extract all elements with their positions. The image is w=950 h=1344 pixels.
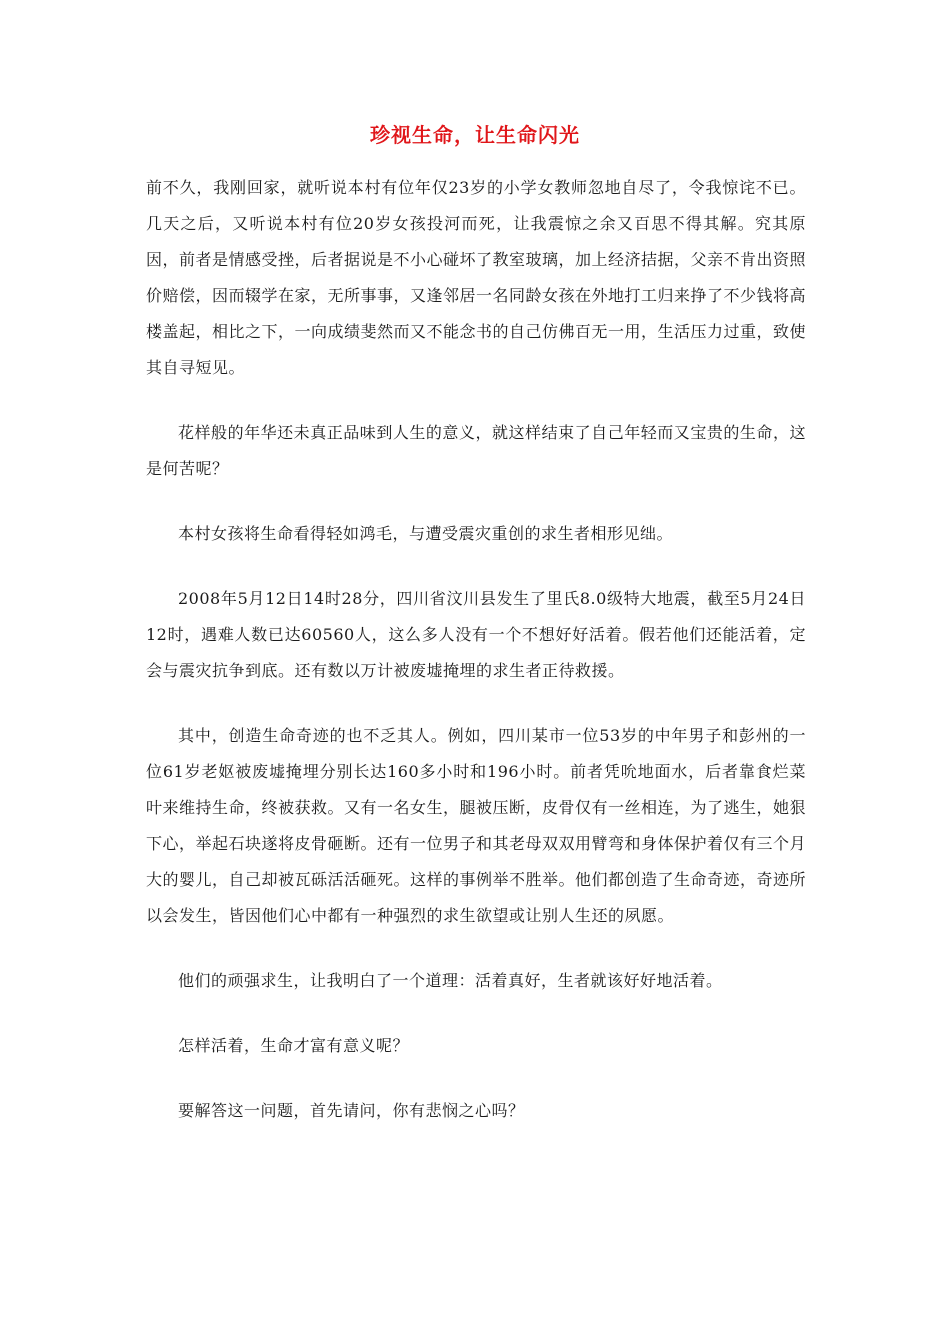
paragraph-6: 他们的顽强求生，让我明白了一个道理：活着真好，生者就该好好地活着。 [178, 971, 723, 990]
paragraph-4: 2008年5月12日14时28分，四川省汶川县发生了里氏8.0级特大地震，截至5月24日12时，遇难人数已达60560人，这么多人没有一个不想好好活着。假若他们还能活着，定会与震灾抗争到底。还有数以万计被废墟掩埋的求生者正待救援。 [146, 589, 806, 680]
paragraph-5: 其中，创造生命奇迹的也不乏其人。例如，四川某市一位53岁的中年男子和彭州的一位61岁老妪被废墟掩埋分别长达160多小时和196小时。前者凭吮地面水，后者靠食烂菜叶来维持生命，终被获救。又有一名女生，腿被压断，皮骨仅有一丝相连，为了逃生，她狠下心，举起石块遂将皮骨砸断。还有一位男子和其老母双双用臂弯和身体保护着仅有三个月大的婴儿，自己却被瓦砾活活砸死。这样的事例举不胜举。他们都创造了生命奇迹，奇迹所以会发生，皆因他们心中都有一种强烈的求生欲望或让别人生还的夙愿。 [146, 726, 807, 925]
document-title: 珍视生命，让生命闪光 [370, 123, 580, 147]
paragraph-1: 前不久，我刚回家，就听说本村有位年仅23岁的小学女教师忽地自尽了，令我惊诧不已。几天之后，又听说本村有位20岁女孩投河而死，让我震惊之余又百思不得其解。究其原因，前者是情感受挫，后者据说是不小心碰坏了教室玻璃，加上经济拮据，父亲不肯出资照价赔偿，因而辍学在家，无所事事，又逢邻居一名同龄女孩在外地打工归来挣了不少钱将高楼盖起，相比之下，一向成绩斐然而又不能念书的自己仿佛百无一用，生活压力过重，致使其自寻短见。 [146, 178, 807, 377]
paragraph-3: 本村女孩将生命看得轻如鸿毛，与遭受震灾重创的求生者相形见绌。 [178, 524, 674, 543]
paragraph-8: 要解答这一问题，首先请问，你有悲悯之心吗？ [178, 1101, 525, 1120]
paragraph-2: 花样般的年华还未真正品味到人生的意义，就这样结束了自己年轻而又宝贵的生命，这是何苦呢？ [146, 423, 806, 478]
paragraph-7: 怎样活着，生命才富有意义呢？ [178, 1036, 410, 1055]
document-body [146, 170, 806, 1158]
